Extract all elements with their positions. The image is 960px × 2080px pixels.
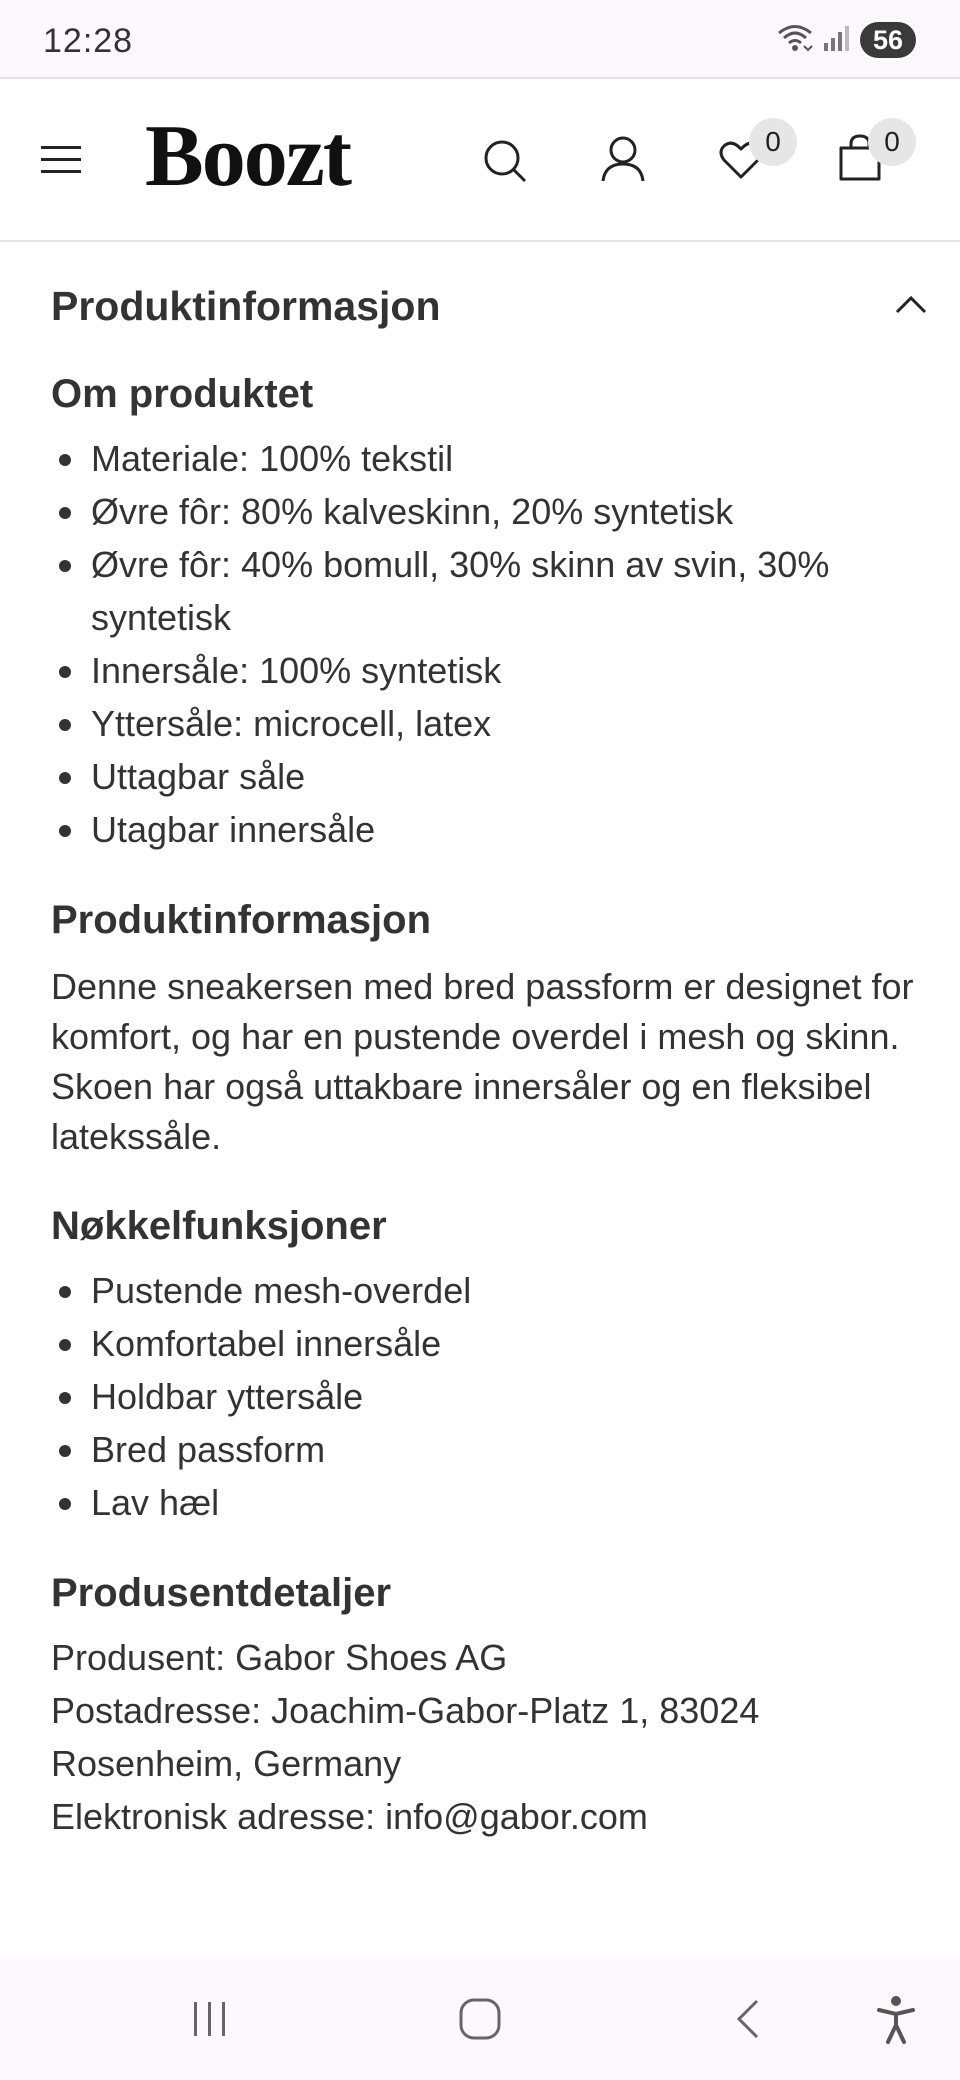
list-item: Yttersåle: microcell, latex <box>51 697 921 750</box>
wishlist-count-badge: 0 <box>749 118 797 166</box>
manufacturer-heading: Produsentdetaljer <box>51 1571 392 1615</box>
features-section <box>51 1202 921 1529</box>
account-icon[interactable] <box>596 132 650 186</box>
system-nav-bar <box>0 1958 960 2080</box>
home-icon[interactable] <box>450 1994 510 2044</box>
back-icon[interactable] <box>718 1994 778 2044</box>
status-time: 12:28 <box>43 22 134 60</box>
list-item: Innersåle: 100% syntetisk <box>51 644 921 697</box>
list-item: Materiale: 100% tekstil <box>51 432 921 485</box>
search-icon[interactable] <box>478 134 532 188</box>
description-heading: Produktinformasjon <box>51 898 432 942</box>
list-item: Øvre fôr: 40% bomull, 30% skinn av svin, 30% syntetisk <box>51 538 921 644</box>
manufacturer-email: Elektronisk adresse: info@gabor.com <box>51 1796 648 1837</box>
app-header <box>0 77 960 242</box>
list-item: Utagbar innersåle <box>51 803 921 856</box>
menu-icon[interactable] <box>38 137 84 183</box>
features-heading: Nøkkelfunksjoner <box>51 1204 387 1248</box>
status-bar <box>0 0 960 77</box>
list-item: Lav hæl <box>51 1476 921 1529</box>
product-info-accordion-header[interactable] <box>51 242 921 370</box>
status-icons <box>776 22 916 58</box>
chevron-up-icon[interactable] <box>891 286 931 326</box>
cart-count-badge: 0 <box>868 118 916 166</box>
boozt-logo[interactable]: Boozt <box>145 108 351 205</box>
accessibility-icon[interactable] <box>866 1992 926 2048</box>
signal-icon <box>822 23 852 58</box>
list-item: Bred passform <box>51 1423 921 1476</box>
product-info-panel <box>51 242 921 1843</box>
wifi-icon <box>776 22 814 59</box>
description-section <box>51 896 921 1162</box>
battery-icon: 56 <box>860 22 916 58</box>
list-item: Holdbar yttersåle <box>51 1370 921 1423</box>
about-list <box>51 432 921 856</box>
list-item: Øvre fôr: 80% kalveskinn, 20% syntetisk <box>51 485 921 538</box>
features-list <box>51 1264 921 1529</box>
manufacturer-section <box>51 1569 921 1843</box>
list-item: Uttagbar såle <box>51 750 921 803</box>
about-heading: Om produktet <box>51 372 314 416</box>
about-section <box>51 370 921 856</box>
list-item: Komfortabel innersåle <box>51 1317 921 1370</box>
manufacturer-name: Produsent: Gabor Shoes AG <box>51 1637 508 1678</box>
list-item: Pustende mesh-overdel <box>51 1264 921 1317</box>
description-text: Denne sneakersen med bred passform er designet for komfort, og har en pustende overdel i mesh og skinn. Skoen har også uttakbare innersåler og en fleksibel latekssåle. <box>51 966 914 1157</box>
section-title: Produktinformasjon <box>51 282 441 329</box>
manufacturer-address: Postadresse: Joachim-Gabor-Platz 1, 83024 Rosenheim, Germany <box>51 1690 760 1784</box>
recents-icon[interactable] <box>180 1994 240 2044</box>
